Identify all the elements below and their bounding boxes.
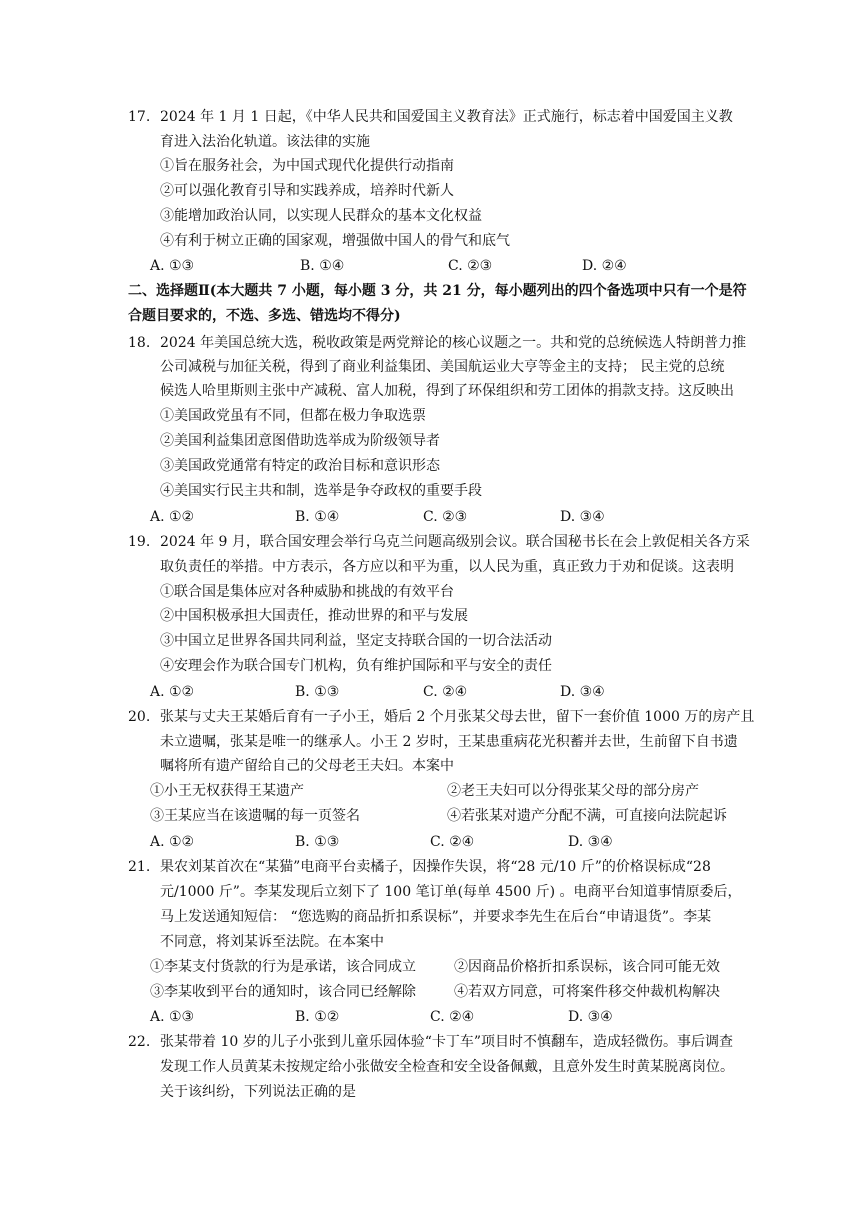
choice-b: B. ①④: [295, 509, 340, 525]
question-18-option-2: ②美国利益集团意图借助选举成为阶级领导者: [160, 433, 440, 449]
question-17-stem-line-2: 育进入法治化轨道。该法律的实施: [160, 134, 370, 150]
question-22-stem-line-2: 发现工作人员黄某未按规定给小张做安全检查和安全设备佩戴，且意外发生时黄某脱离岗位。: [160, 1059, 734, 1075]
question-18-stem-line-1: 2024 年美国总统大选，税收政策是两党辩论的核心议题之一。共和党的总统候选人特朗普力推: [160, 335, 747, 351]
question-18-option-3: ③美国政党通常有特定的政治目标和意识形态: [160, 458, 440, 474]
question-17-option-2: ②可以强化教育引导和实践养成，培养时代新人: [160, 183, 454, 199]
choice-a: A. ①②: [150, 684, 195, 700]
question-22-stem-line-3: 关于该纠纷，下列说法正确的是: [160, 1084, 356, 1100]
choice-d: D. ②④: [582, 258, 627, 274]
question-17-stem-line-1: 2024 年 1 月 1 日起，《中华人民共和国爱国主义教育法》正式施行，标志着中国爱国主义教: [160, 109, 733, 125]
choice-a: A. ①②: [150, 509, 195, 525]
choice-c: C. ②③: [423, 509, 468, 525]
question-18-stem-line-2: 公司减税与加征关税，得到了商业利益集团、美国航运业大亨等金主的支持； 民主党的总统: [160, 359, 725, 375]
choice-d: D. ③④: [560, 509, 605, 525]
question-18-number: 18.: [128, 335, 151, 351]
question-20-stem-line-3: 嘱将所有遗产留给自己的父母老王夫妇。本案中: [160, 758, 454, 774]
question-18-stem-line-3: 候选人哈里斯则主张中产减税、富人加税，得到了环保组织和劳工团体的捐款支持。这反映出: [160, 383, 734, 399]
choice-c: C. ②④: [430, 834, 475, 850]
question-17-number: 17.: [128, 109, 151, 125]
question-21-option-2: ②因商品价格折扣系误标，该合同可能无效: [454, 959, 720, 975]
question-19-option-3: ③中国立足世界各国共同利益，坚定支持联合国的一切合法活动: [160, 633, 552, 649]
question-19-stem-line-1: 2024 年 9 月，联合国安理会举行乌克兰问题高级别会议。联合国秘书长在会上敦促相关各方采: [160, 534, 750, 550]
question-22-number: 22.: [128, 1034, 151, 1050]
question-20-number: 20.: [128, 709, 151, 725]
question-20-option-2: ②老王夫妇可以分得张某父母的部分房产: [447, 783, 699, 799]
question-19-option-2: ②中国积极承担大国责任，推动世界的和平与发展: [160, 608, 468, 624]
choice-b: B. ①④: [300, 258, 345, 274]
choice-a: A. ①②: [150, 834, 195, 850]
question-19-number: 19.: [128, 534, 151, 550]
question-21-stem-line-3: 马上发送通知短信： “您选购的商品折扣系误标”，并要求李先生在后台“申请退货”。李某: [160, 909, 712, 925]
question-17-option-4: ④有利于树立正确的国家观，增强做中国人的骨气和底气: [160, 233, 510, 249]
question-20-option-3: ③王某应当在该遗嘱的每一页签名: [150, 808, 360, 824]
question-21-option-3: ③李某收到平台的通知时，该合同已经解除: [150, 984, 416, 1000]
question-17-option-3: ③能增加政治认同，以实现人民群众的基本文化权益: [160, 208, 482, 224]
choice-c: C. ②③: [448, 258, 493, 274]
choice-d: D. ③④: [560, 684, 605, 700]
question-21-option-4: ④若双方同意，可将案件移交仲裁机构解决: [454, 984, 720, 1000]
choice-a: A. ①③: [150, 258, 195, 274]
section-2-heading-line-2: 合题目要求的，不选、多选、错选均不得分): [128, 308, 401, 324]
question-21-number: 21.: [128, 859, 151, 875]
question-21-stem-line-4: 不同意，将刘某诉至法院。在本案中: [160, 934, 384, 950]
choice-d: D. ③④: [568, 834, 613, 850]
choice-b: B. ①②: [295, 1009, 340, 1025]
question-18-option-4: ④美国实行民主共和制，选举是争夺政权的重要手段: [160, 483, 482, 499]
question-20-option-1: ①小王无权获得王某遗产: [150, 783, 304, 799]
question-20-stem-line-2: 未立遗嘱，张某是唯一的继承人。小王 2 岁时，王某患重病花光积蓄并去世，生前留下自书遗: [160, 734, 738, 750]
question-21-stem-line-1: 果农刘某首次在“某猫”电商平台卖橘子，因操作失误，将“28 元/10 斤”的价格误标成“28: [160, 859, 711, 875]
question-17-option-1: ①旨在服务社会，为中国式现代化提供行动指南: [160, 158, 454, 174]
choice-d: D. ③④: [568, 1009, 613, 1025]
section-2-heading-line-1: 二、选择题Ⅱ(本大题共 7 小题，每小题 3 分，共 21 分，每小题列出的四个备选项中只有一个是符: [128, 283, 747, 299]
question-20-option-4: ④若张某对遗产分配不满，可直接向法院起诉: [447, 808, 727, 824]
question-19-stem-line-2: 取负责任的举措。中方表示，各方应以和平为重，以人民为重，真正致力于劝和促谈。这表明: [160, 559, 734, 575]
question-22-stem-line-1: 张某带着 10 岁的儿子小张到儿童乐园体验“卡丁车”项目时不慎翻车，造成轻微伤。事后调查: [160, 1034, 734, 1050]
question-20-stem-line-1: 张某与丈夫王某婚后育有一子小王，婚后 2 个月张某父母去世，留下一套价值 1000 万的房产且: [160, 709, 755, 725]
choice-a: A. ①③: [150, 1009, 195, 1025]
choice-c: C. ②④: [430, 1009, 475, 1025]
question-19-option-1: ①联合国是集体应对各种威胁和挑战的有效平台: [160, 584, 454, 600]
question-21-stem-line-2: 元/1000 斤”。李某发现后立刻下了 100 笔订单(每单 4500 斤) 。电商平台知道事情原委后，: [160, 884, 742, 900]
question-21-option-1: ①李某支付货款的行为是承诺，该合同成立: [150, 959, 416, 975]
question-18-option-1: ①美国政党虽有不同，但都在极力争取选票: [160, 408, 426, 424]
choice-c: C. ②④: [423, 684, 468, 700]
choice-b: B. ①③: [295, 834, 340, 850]
choice-b: B. ①③: [295, 684, 340, 700]
question-19-option-4: ④安理会作为联合国专门机构，负有维护国际和平与安全的责任: [160, 658, 552, 674]
